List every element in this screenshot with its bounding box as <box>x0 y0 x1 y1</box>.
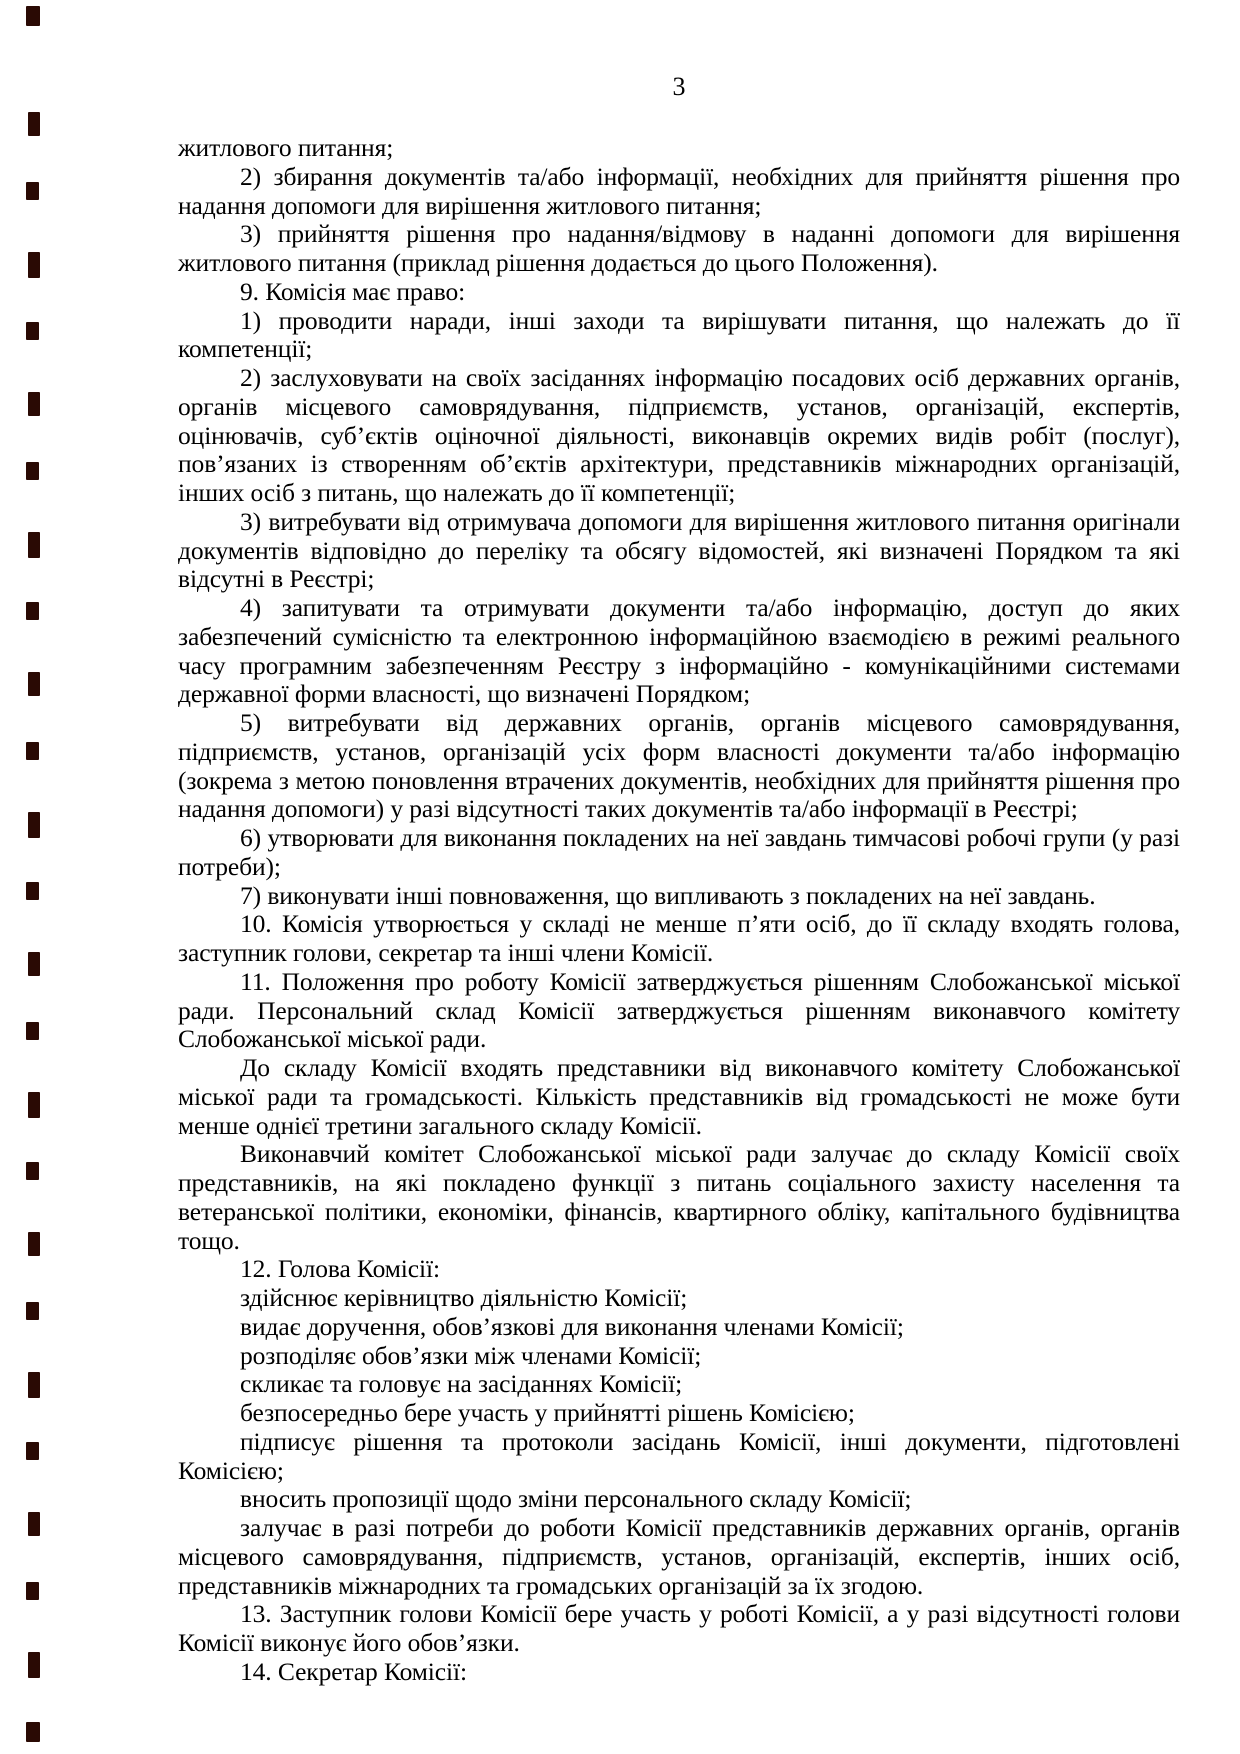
paragraph: здійснює керівництво діяльністю Комісії; <box>240 1283 688 1312</box>
paragraph: житлового питання; <box>178 133 394 162</box>
paragraph: Виконавчий комітет Слобожанської міської ради залучає до складу Комісії своїх представників, на які покладено функції з питань соціального захисту населення та ветеранської політики, економіки, фінансів, квартирного обліку, капітального будівництва тощо. <box>178 1139 1180 1255</box>
scan-mark <box>28 1092 40 1118</box>
scan-mark <box>28 252 40 278</box>
paragraph: скликає та головує на засіданнях Комісії; <box>240 1369 683 1399</box>
document-body <box>178 134 1180 1687</box>
scan-mark <box>26 602 39 620</box>
scan-mark <box>26 1582 39 1600</box>
scan-mark <box>28 1232 40 1256</box>
scan-mark <box>26 882 39 900</box>
paragraph: 6) утворювати для виконання покладених на неї завдань тимчасові робочі групи (у разі потреби); <box>178 823 1180 881</box>
scan-mark <box>26 1302 39 1320</box>
paragraph: 3) витребувати від отримувача допомоги для вирішення житлового питання оригінали документів відповідно до переліку та обсягу відомостей, які визначені Порядком та які відсутні в Реєстрі; <box>178 506 1180 594</box>
paragraph: 10. Комісія утворюється у складі не менше п’яти осіб, до її складу входять голова, заступник голови, секретар та інші члени Комісії. <box>178 909 1180 967</box>
paragraph: видає доручення, обов’язкові для виконання членами Комісії; <box>240 1311 904 1341</box>
paragraph: безпосередньо бере участь у прийнятті рішень Комісією; <box>240 1398 855 1427</box>
paragraph: 11. Положення про роботу Комісії затверджується рішенням Слобожанської міської ради. Персональний склад Комісії затверджується рішенням виконавчого комітету Слобожанської міської ради. <box>178 966 1180 1054</box>
scan-mark <box>26 1022 39 1040</box>
paragraph: 14. Секретар Комісії: <box>240 1656 467 1686</box>
scan-mark <box>26 742 39 760</box>
scan-mark <box>28 952 40 976</box>
scan-mark <box>28 112 40 136</box>
paragraph: 5) витребувати від державних органів, органів місцевого самоврядування, підприємств, установ, організацій усіх форм власності документи та/або інформацію (зокрема з метою поновлення втрачених документів, необхідних для прийняття рішення про надання допомоги) у разі відсутності таких документів та/або інформації в Реєстрі; <box>178 708 1180 824</box>
paragraph: розподіляє обов’язки між членами Комісії; <box>240 1340 702 1370</box>
paragraph: До складу Комісії входять представники від виконавчого комітету Слобожанської міської ради та громадськості. Кількість представників від громадськості не може бути менше однієї третини загального складу Комісії. <box>178 1053 1180 1140</box>
scan-mark <box>26 462 39 480</box>
paragraph: 4) запитувати та отримувати документи та/або інформацію, доступ до яких забезпечений сумісністю та електронною інформаційною взаємодією в режимі реального часу програмним забезпеченням Реєстру з інформаційно - комунікаційними системами державної форми власності, що визначені Порядком; <box>178 593 1180 709</box>
paragraph: 3) прийняття рішення про надання/відмову в наданні допомоги для вирішення житлового питання (приклад рішення додається до цього Положення). <box>178 219 1180 277</box>
scan-mark <box>28 812 40 838</box>
paragraph: вносить пропозиції щодо зміни персонального складу Комісії; <box>240 1484 912 1514</box>
paragraph: 12. Голова Комісії: <box>240 1254 440 1284</box>
scan-mark <box>26 6 40 26</box>
paragraph: 9. Комісія має право: <box>240 276 466 306</box>
scan-mark <box>28 1372 40 1398</box>
scan-mark <box>26 1722 40 1742</box>
paragraph: 1) проводити наради, інші заходи та вирішувати питання, що належать до її компетенції; <box>178 305 1180 364</box>
paragraph: залучає в разі потреби до роботи Комісії представників державних органів, органів місцевого самоврядування, підприємств, установ, організацій, експертів, інших осіб, представників міжнародних та громадських організацій за їх згодою. <box>178 1513 1180 1600</box>
scan-mark <box>28 1512 40 1536</box>
paragraph: 13. Заступник голови Комісії бере участь у роботі Комісії, а у разі відсутності голови Комісії виконує його обов’язки. <box>178 1599 1180 1657</box>
scan-mark <box>26 182 39 200</box>
scan-mark <box>28 392 40 416</box>
scan-mark <box>26 1442 39 1460</box>
scan-mark <box>28 532 40 558</box>
scan-mark <box>26 322 39 340</box>
paragraph: 2) збирання документів та/або інформації, необхідних для прийняття рішення про надання допомоги для вирішення житлового питання; <box>178 161 1180 220</box>
scan-mark <box>28 672 40 696</box>
scan-mark <box>26 1162 39 1180</box>
paragraph: підписує рішення та протоколи засідань Комісії, інші документи, підготовлені Комісією; <box>178 1426 1180 1485</box>
paragraph: 7) виконувати інші повноваження, що випливають з покладених на неї завдань. <box>240 880 1096 910</box>
paragraph: 2) заслуховувати на своїх засіданнях інформацію посадових осіб державних органів, органів місцевого самоврядування, підприємств, установ, організацій, експертів, оцінювачів, суб’єктів оціночної діяльності, виконавців окремих видів робіт (послуг), пов’язаних із створенням об’єктів архітектури, представників міжнародних організацій, інших осіб з питань, що належать до її компетенції; <box>178 363 1180 507</box>
page-number: 3 <box>672 72 686 101</box>
scan-mark <box>28 1652 40 1678</box>
